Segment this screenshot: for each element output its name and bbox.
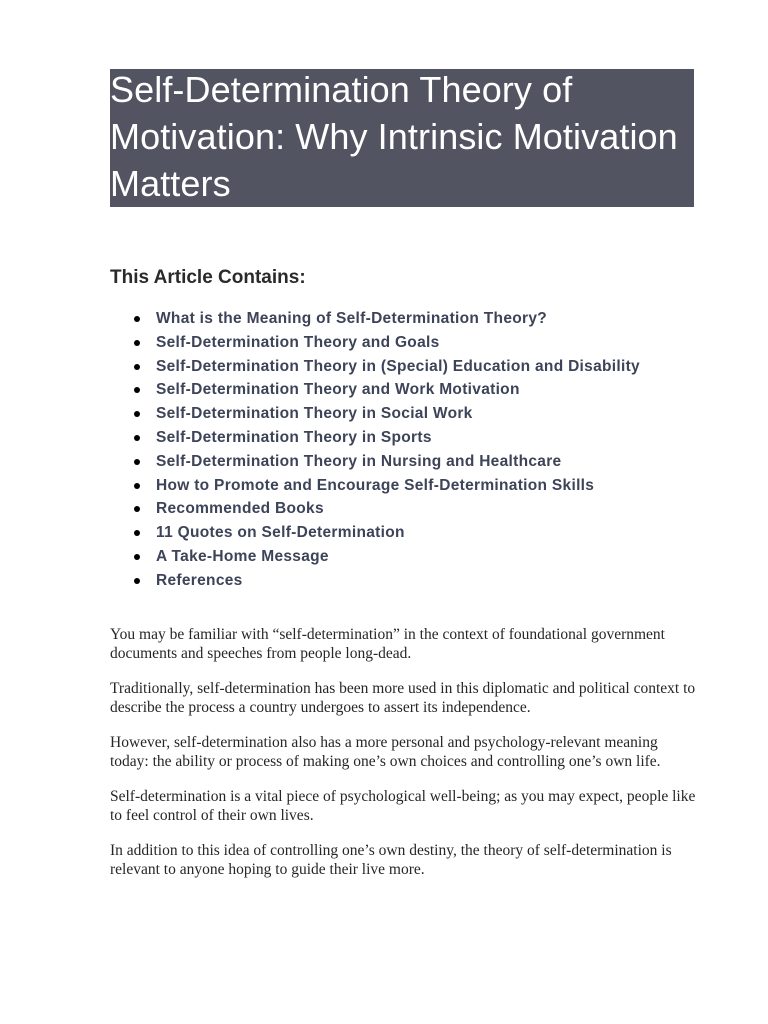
body-paragraph: However, self-determination also has a more personal and psychology-relevant meaning today: the ability or process of making one’s own choices and controlling one’s own life.: [110, 734, 661, 770]
body-paragraph: In addition to this idea of controlling one’s own destiny, the theory of self-determination is relevant to anyone hoping to guide their live more.: [110, 842, 672, 878]
toc-list: [110, 307, 640, 593]
toc-link-meaning[interactable]: What is the Meaning of Self-Determination Theory?: [156, 310, 548, 327]
toc-heading: This Article Contains:: [110, 267, 306, 288]
toc-link-take-home[interactable]: A Take-Home Message: [156, 547, 329, 565]
toc-item: [156, 497, 640, 521]
toc-link-promote[interactable]: How to Promote and Encourage Self-Determination Skills: [156, 476, 595, 494]
toc-item: [156, 545, 640, 569]
page-title: Self-Determination Theory of Motivation: Why Intrinsic Motivation Matters: [110, 69, 678, 204]
body-paragraph: You may be familiar with “self-determination” in the context of foundational government documents and speeches from people long-dead.: [110, 626, 665, 662]
toc-item: [156, 474, 640, 498]
toc-link-nursing[interactable]: Self-Determination Theory in Nursing and Healthcare: [156, 452, 562, 470]
toc-link-work-motivation[interactable]: Self-Determination Theory and Work Motivation: [156, 381, 520, 399]
body-paragraph: Traditionally, self-determination has been more used in this diplomatic and political context to describe the process a country undergoes to assert its independence.: [110, 680, 696, 716]
toc-item: [156, 569, 640, 593]
toc-link-education[interactable]: Self-Determination Theory in (Special) Education and Disability: [156, 357, 640, 375]
toc-item: [156, 402, 640, 426]
title-banner: [110, 69, 694, 207]
toc-link-goals[interactable]: Self-Determination Theory and Goals: [156, 333, 440, 351]
article-body: [110, 625, 700, 895]
toc-item: [156, 355, 640, 379]
toc-item: [156, 307, 640, 331]
toc-item: [156, 450, 640, 474]
toc-link-books[interactable]: Recommended Books: [156, 500, 324, 518]
toc-link-social-work[interactable]: Self-Determination Theory in Social Work: [156, 405, 473, 423]
toc-link-references[interactable]: References: [156, 571, 243, 589]
toc-item: [156, 331, 640, 355]
toc-link-sports[interactable]: Self-Determination Theory in Sports: [156, 428, 432, 446]
toc-link-quotes[interactable]: 11 Quotes on Self-Determination: [156, 524, 405, 542]
toc-item: [156, 521, 640, 545]
toc-item: [156, 378, 640, 402]
body-paragraph: Self-determination is a vital piece of psychological well-being; as you may expect, people like to feel control of their own lives.: [110, 788, 696, 824]
toc-item: [156, 426, 640, 450]
